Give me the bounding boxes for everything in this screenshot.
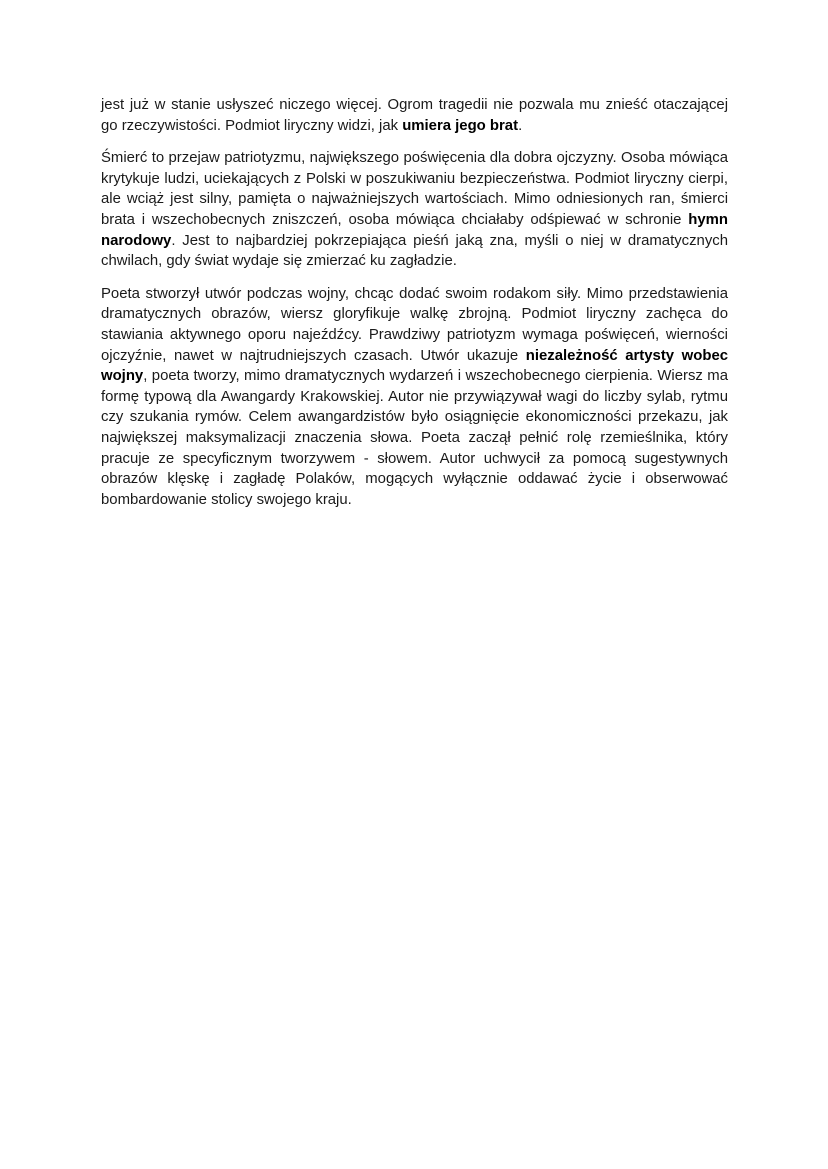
paragraph-2-text-2: . Jest to najbardziej pokrzepiająca pieśń jaką zna, myśli o niej w dramatycznych chwilach, gdy świat wydaje się zmierzać ku zagładzie. <box>101 232 728 270</box>
paragraph-1-text-1: jest już w stanie usłyszeć niczego więcej. Ogrom tragedii nie pozwala mu znieść otaczającej go rzeczywistości. Podmiot liryczny widzi, jak <box>101 97 728 134</box>
paragraph-1-text-2: . <box>518 117 523 134</box>
paragraph-3 <box>101 284 728 511</box>
paragraph-1-bold-phrase: umiera jego brat <box>402 117 519 134</box>
paragraph-3-bold-phrase: niezależność artysty wobec wojny <box>101 347 729 385</box>
paragraph-2-bold-phrase: hymn narodowy <box>101 211 728 249</box>
paragraph-3-text-1: Poeta stworzył utwór podczas wojny, chcąc dodać swoim rodakom siły. Mimo przedstawienia dramatycznych obrazów, wiersz gloryfikuje walkę zbrojną. Podmiot liryczny zachęca do stawiania aktywnego oporu najeźdźcy. Prawdziwy patriotyzm wymaga poświęceń, wierności ojczyźnie, nawet w najtrudniejszych czasach. Utwór ukazuje <box>101 285 728 364</box>
paragraph-1 <box>101 95 728 136</box>
paragraph-2-text-1: Śmierć to przejaw patriotyzmu, największego poświęcenia dla dobra ojczyzny. Osoba mówiąca krytykuje ludzi, uciekających z Polski w poszukiwaniu bezpieczeństwa. Podmiot liryczny cierpi, ale wciąż jest silny, pamięta o najważniejszych wartościach. Mimo odniesionych ran, śmierci brata i wszechobecnych zniszczeń, osoba mówiąca chciałaby odśpiewać w schronie <box>101 150 728 228</box>
document-body <box>101 95 728 522</box>
paragraph-2 <box>101 148 728 272</box>
paragraph-3-text-2: , poeta tworzy, mimo dramatycznych wydarzeń i wszechobecnego cierpienia. Wiersz ma formę typową dla Awangardy Krakowskiej. Autor nie przywiązywał wagi do liczby sylab, rytmu czy szukania rymów. Celem awangardzistów było osiągnięcie ekonomiczności przekazu, jak największej maksymalizacji znaczenia słowa. Poeta zaczął pełnić rolę rzemieślnika, który pracuje ze specyficznym tworzywem - słowem. Autor uchwycił za pomocą sugestywnych obrazów klęskę i zagładę Polaków, mogących wyłącznie oddawać życie i obserwować bombardowanie stolicy swojego kraju. <box>101 368 728 508</box>
